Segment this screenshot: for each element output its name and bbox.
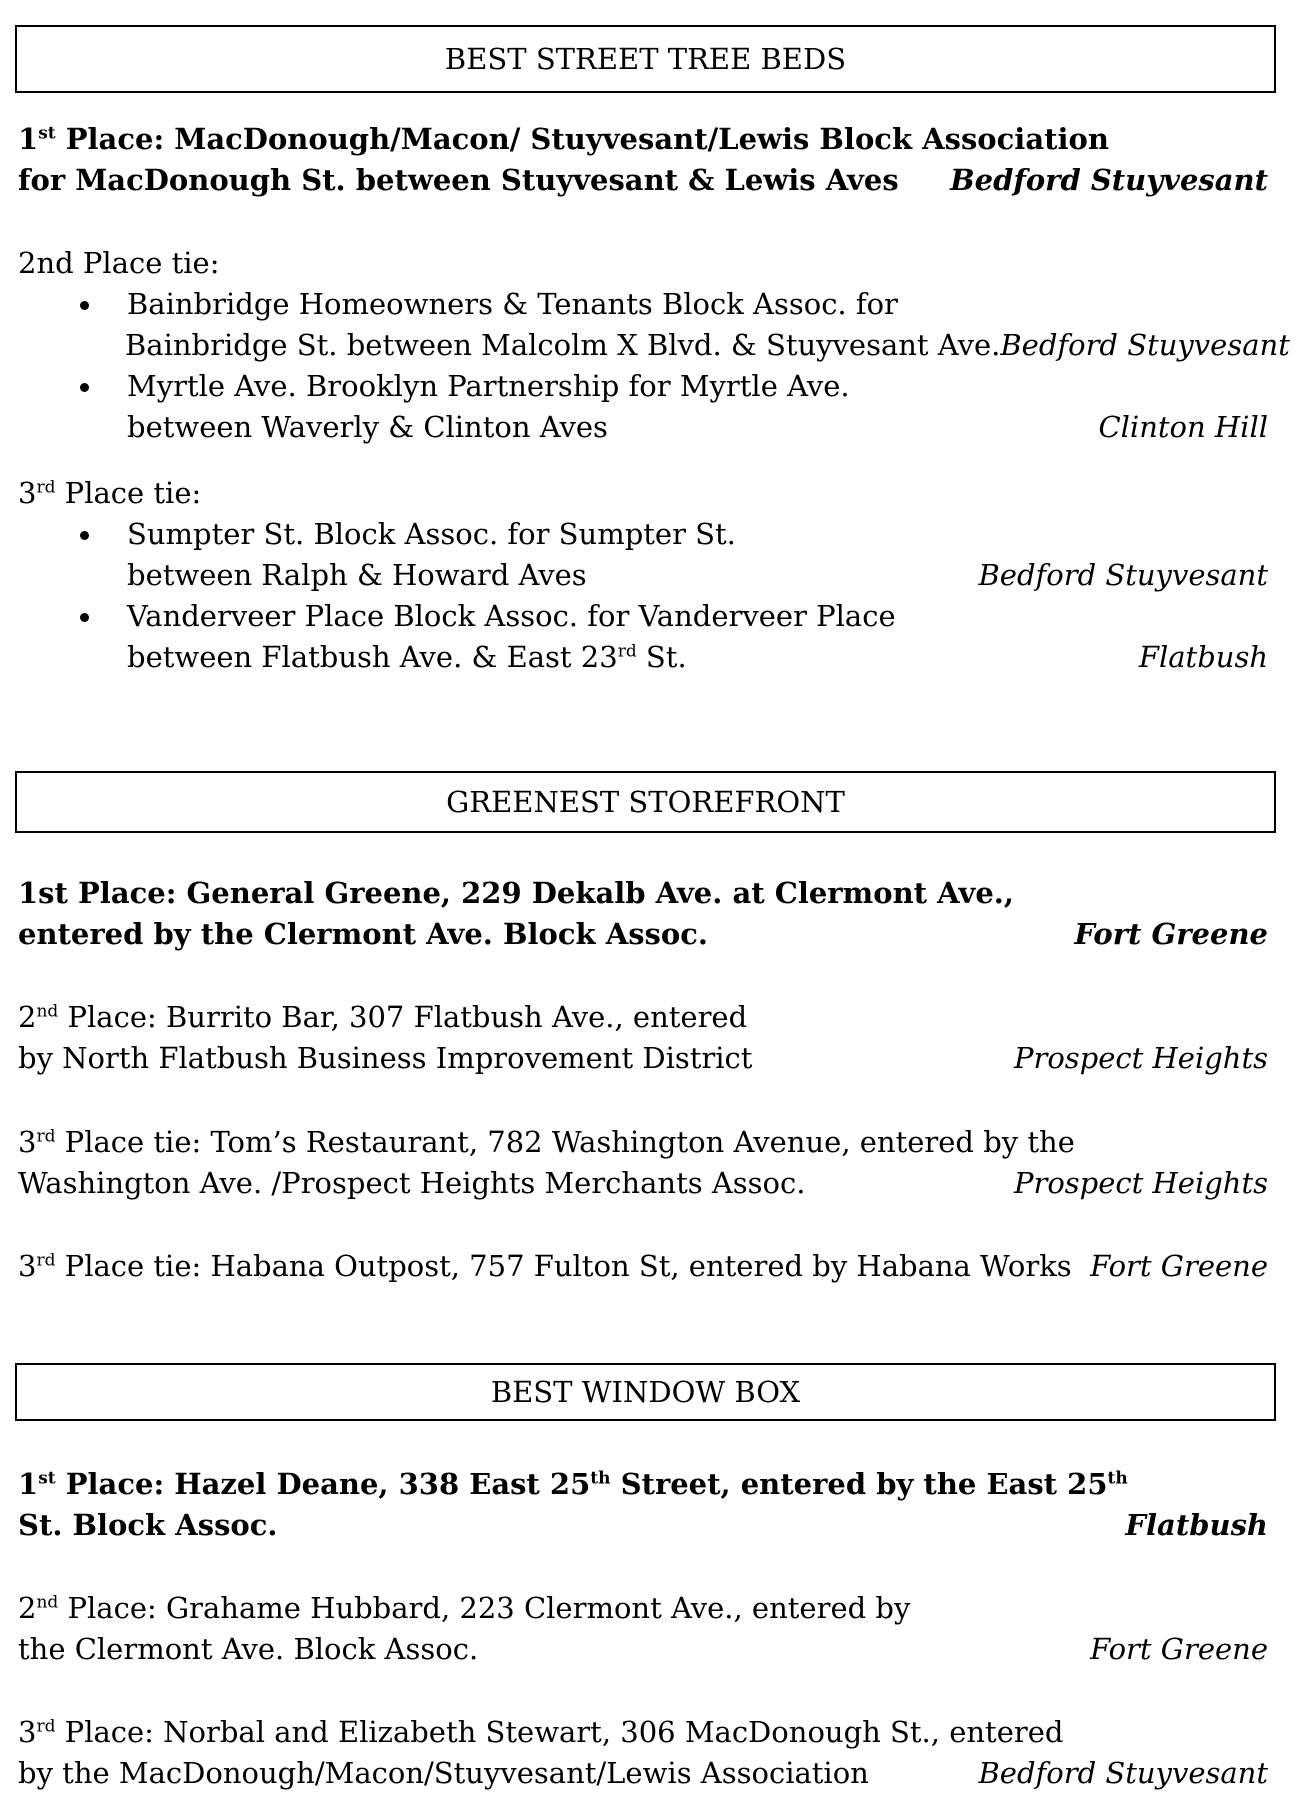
bullet-icon [80,383,89,392]
neighborhood-label: Clinton Hill [1098,410,1268,444]
neighborhood-label: Fort Greene [1090,1632,1268,1666]
street-tree-first-place [18,119,1276,201]
neighborhood-label: Prospect Heights [1013,1166,1268,1200]
place-label: 3rd Place tie: [18,476,202,510]
list-item: Vanderveer Place Block Assoc. for Vanderveer Place between Flatbush Ave. & East 23rd St. Flatbush [18,596,1276,678]
bullet-icon [80,531,89,540]
neighborhood-label: Fort Greene [1074,917,1268,951]
bullet-list [18,284,1290,448]
neighborhood-label: Fort Greene [1090,1249,1268,1283]
section-header-best-window-box: BEST WINDOW BOX [15,1363,1276,1421]
storefront-first-place: 1st Place: General Greene, 229 Dekalb Ave. at Clermont Ave., entered by the Clermont Ave. Block Assoc. Fort Greene [18,873,1276,955]
list-item: Myrtle Ave. Brooklyn Partnership for Myrtle Ave. between Waverly & Clinton Aves Clinton Hill [18,366,1276,448]
section-header-greenest-storefront: GREENEST STOREFRONT [15,771,1276,833]
neighborhood-label: Bedford Stuyvesant [950,163,1268,197]
bullet-icon [80,301,89,310]
storefront-third-place-a: 3rd Place tie: Tom’s Restaurant, 782 Washington Avenue, entered by the Washington Ave. /Prospect Heights Merchants Assoc. Prospect Heights [18,1122,1276,1204]
list-item: Bainbridge Homeowners & Tenants Block Assoc. for Bainbridge St. between Malcolm X Blvd. & Stuyvesant Ave. Bedford Stuyvesant [18,284,1276,366]
street-tree-third-place [18,473,1276,678]
bullet-list [18,514,1276,678]
neighborhood-label: Flatbush [1125,1508,1268,1542]
list-item: Sumpter St. Block Assoc. for Sumpter St. between Ralph & Howard Aves Bedford Stuyvesant [18,514,1276,596]
bullet-icon [80,613,89,622]
neighborhood-label: Bedford Stuyvesant [978,1756,1268,1790]
place-label: 2nd Place tie: [18,246,220,280]
neighborhood-label: Bedford Stuyvesant [978,558,1268,592]
entry-line: for MacDonough St. between Stuyvesant & Lewis Aves Bedford Stuyvesant [18,160,1276,201]
window-box-third-place: 3rd Place: Norbal and Elizabeth Stewart, 306 MacDonough St., entered by the MacDonough/Macon/Stuyvesant/Lewis Association Bedford Stuyvesant [18,1712,1276,1794]
neighborhood-label: Prospect Heights [1013,1041,1268,1075]
storefront-third-place-b: 3rd Place tie: Habana Outpost, 757 Fulton St, entered by Habana Works Fort Greene [18,1246,1276,1287]
entry-line: 1st Place: MacDonough/Macon/ Stuyvesant/Lewis Block Association [18,122,1109,156]
section-header-street-tree-beds: BEST STREET TREE BEDS [15,25,1276,93]
storefront-second-place: 2nd Place: Burrito Bar, 307 Flatbush Ave., entered by North Flatbush Business Improvement District Prospect Heights [18,997,1276,1079]
neighborhood-label: Flatbush [1138,640,1268,674]
street-tree-second-place [18,243,1290,448]
neighborhood-label: Bedford Stuyvesant [1000,328,1290,362]
window-box-first-place: 1st Place: Hazel Deane, 338 East 25th Street, entered by the East 25th St. Block Assoc. Flatbush [18,1464,1276,1546]
window-box-second-place: 2nd Place: Grahame Hubbard, 223 Clermont Ave., entered by the Clermont Ave. Block Assoc. Fort Greene [18,1588,1276,1670]
